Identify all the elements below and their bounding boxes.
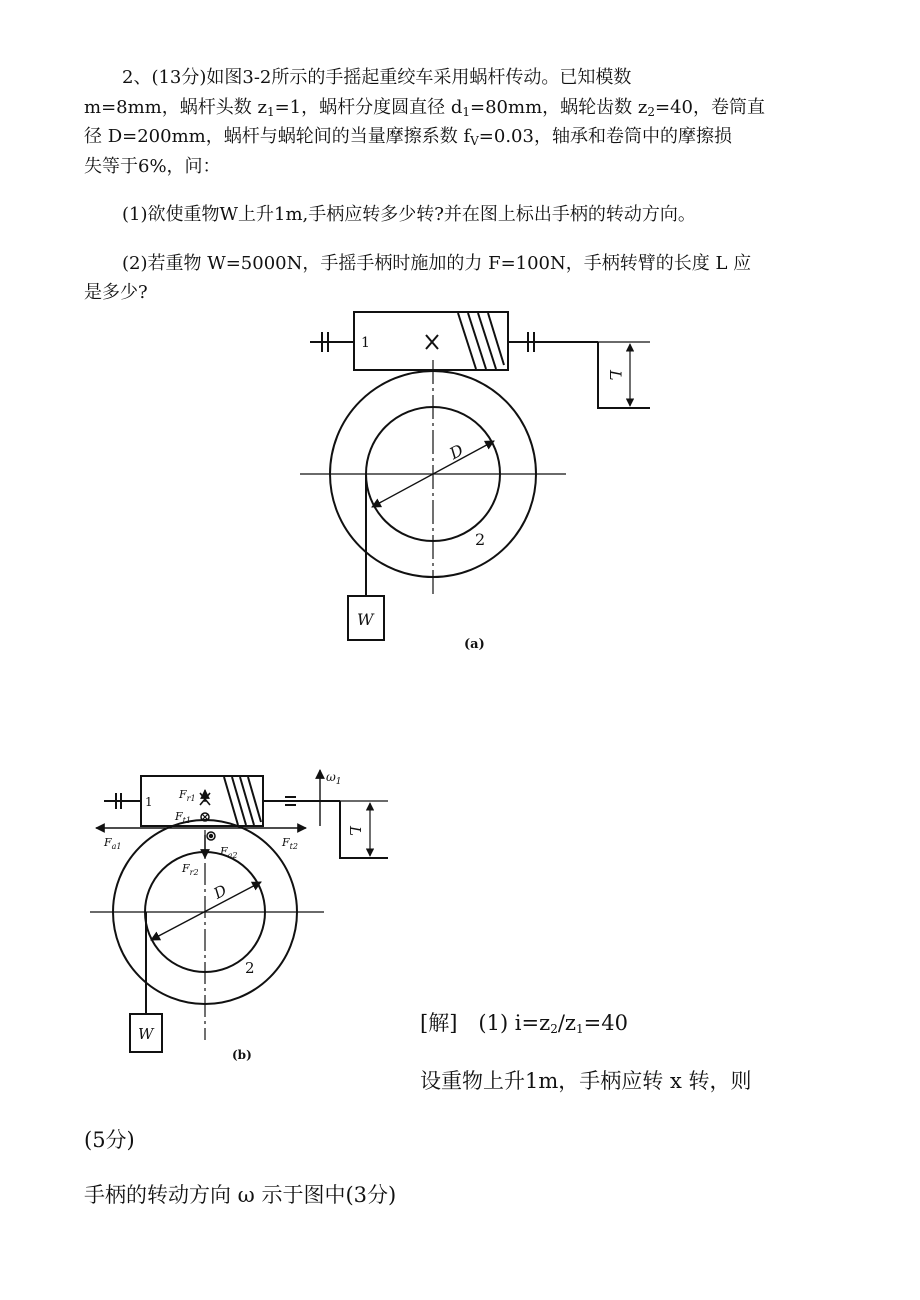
fig-a-length-label: L: [606, 370, 625, 381]
solution-line-4: 手柄的转动方向 ω 示于图中(3分): [84, 1183, 397, 1207]
fig-b-worm-label: 1: [145, 795, 153, 809]
solution-line-3: (5分): [84, 1128, 135, 1152]
subscript: 1: [575, 1022, 584, 1036]
force-ft1-label: [174, 810, 191, 825]
worm-thread: [458, 313, 476, 369]
problem-line-4: 失等于6%，问：: [84, 156, 221, 177]
problem-line-3b: =0.03，轴承和卷筒中的摩擦损: [478, 126, 732, 147]
fig-b-wheel-label: 2: [245, 959, 255, 977]
force-subscript: r1: [186, 794, 196, 803]
fig-a-weight-label: W: [357, 610, 374, 629]
force-symbol: F: [182, 862, 190, 875]
worm-thread: [240, 777, 254, 825]
fig-a-caption: (a): [464, 637, 485, 652]
subscript: 2: [647, 105, 655, 119]
fig-b-diameter-label: D: [210, 881, 230, 903]
force-subscript: a2: [227, 851, 238, 860]
force-subscript: a1: [111, 842, 122, 851]
omega-label: [326, 770, 342, 787]
force-symbol: F: [175, 810, 183, 823]
fig-a-worm-label: 1: [361, 335, 370, 351]
question-1: (1)欲使重物W上升1m,手柄应转多少转?并在图上标出手柄的转动方向。: [122, 204, 696, 225]
problem-line-3a: 径 D=200mm，蜗杆与蜗轮间的当量摩擦系数 f: [84, 126, 471, 147]
problem-line-2a: m=8mm，蜗杆头数 z: [84, 97, 267, 118]
solution-line-1a: [解] (1) i=z: [420, 1011, 551, 1035]
force-fa1-label: [103, 836, 122, 851]
problem-line-2d: =40，卷筒直: [654, 97, 765, 118]
force-ft2-label: [281, 836, 298, 851]
solution-line-1c: =40: [583, 1011, 628, 1035]
force-subscript: t1: [182, 816, 191, 825]
solution-line-1b: /z: [557, 1011, 576, 1035]
fig-b-caption: (b): [232, 1048, 252, 1062]
force-fa2-symbol: [210, 835, 212, 837]
worm-thread: [232, 777, 246, 825]
force-symbol: F: [282, 836, 290, 849]
worm-thread: [224, 777, 238, 825]
problem-line-1: 2、(13分)如图3-2所示的手摇起重绞车采用蜗杆传动。已知模数: [122, 67, 632, 88]
subscript: 1: [266, 105, 275, 119]
fig-a-diameter-label: D: [446, 440, 467, 464]
fig-a-wheel-label: 2: [475, 530, 486, 549]
question-2-line-2: 是多少?: [84, 282, 148, 303]
worm-thread: [488, 313, 504, 365]
worm-thread: [468, 313, 486, 369]
force-subscript: t2: [289, 842, 298, 851]
problem-line-2b: =1，蜗杆分度圆直径 d: [274, 97, 463, 118]
subscript: V: [470, 134, 479, 148]
omega-symbol: ω: [326, 770, 336, 784]
force-symbol: F: [104, 836, 112, 849]
force-symbol: F: [179, 788, 187, 801]
omega-subscript: 1: [335, 777, 342, 787]
worm-thread: [478, 313, 496, 369]
fig-b-weight-label: W: [138, 1025, 154, 1043]
force-fr1-label: [178, 788, 196, 803]
figure-a: [300, 312, 650, 640]
solution-line-2: 设重物上升1m，手柄应转 x 转，则: [420, 1069, 752, 1093]
fig-b-length-label: L: [346, 826, 364, 836]
diameter-arrow: [151, 882, 261, 940]
force-subscript: r2: [189, 868, 199, 877]
force-fr2-label: [181, 862, 199, 877]
problem-line-2c: =80mm，蜗轮齿数 z: [470, 97, 648, 118]
figure-b: [90, 770, 388, 1052]
subscript: 1: [462, 105, 471, 119]
force-symbol: F: [220, 845, 228, 858]
subscript: 2: [550, 1022, 558, 1036]
solution-line-1: [420, 1012, 628, 1040]
question-2-line-1: (2)若重物 W=5000N，手摇手柄时施加的力 F=100N，手柄转臂的长度 L 应: [122, 253, 752, 274]
worm-thread: [248, 777, 261, 822]
force-fa2-label: [219, 845, 238, 860]
